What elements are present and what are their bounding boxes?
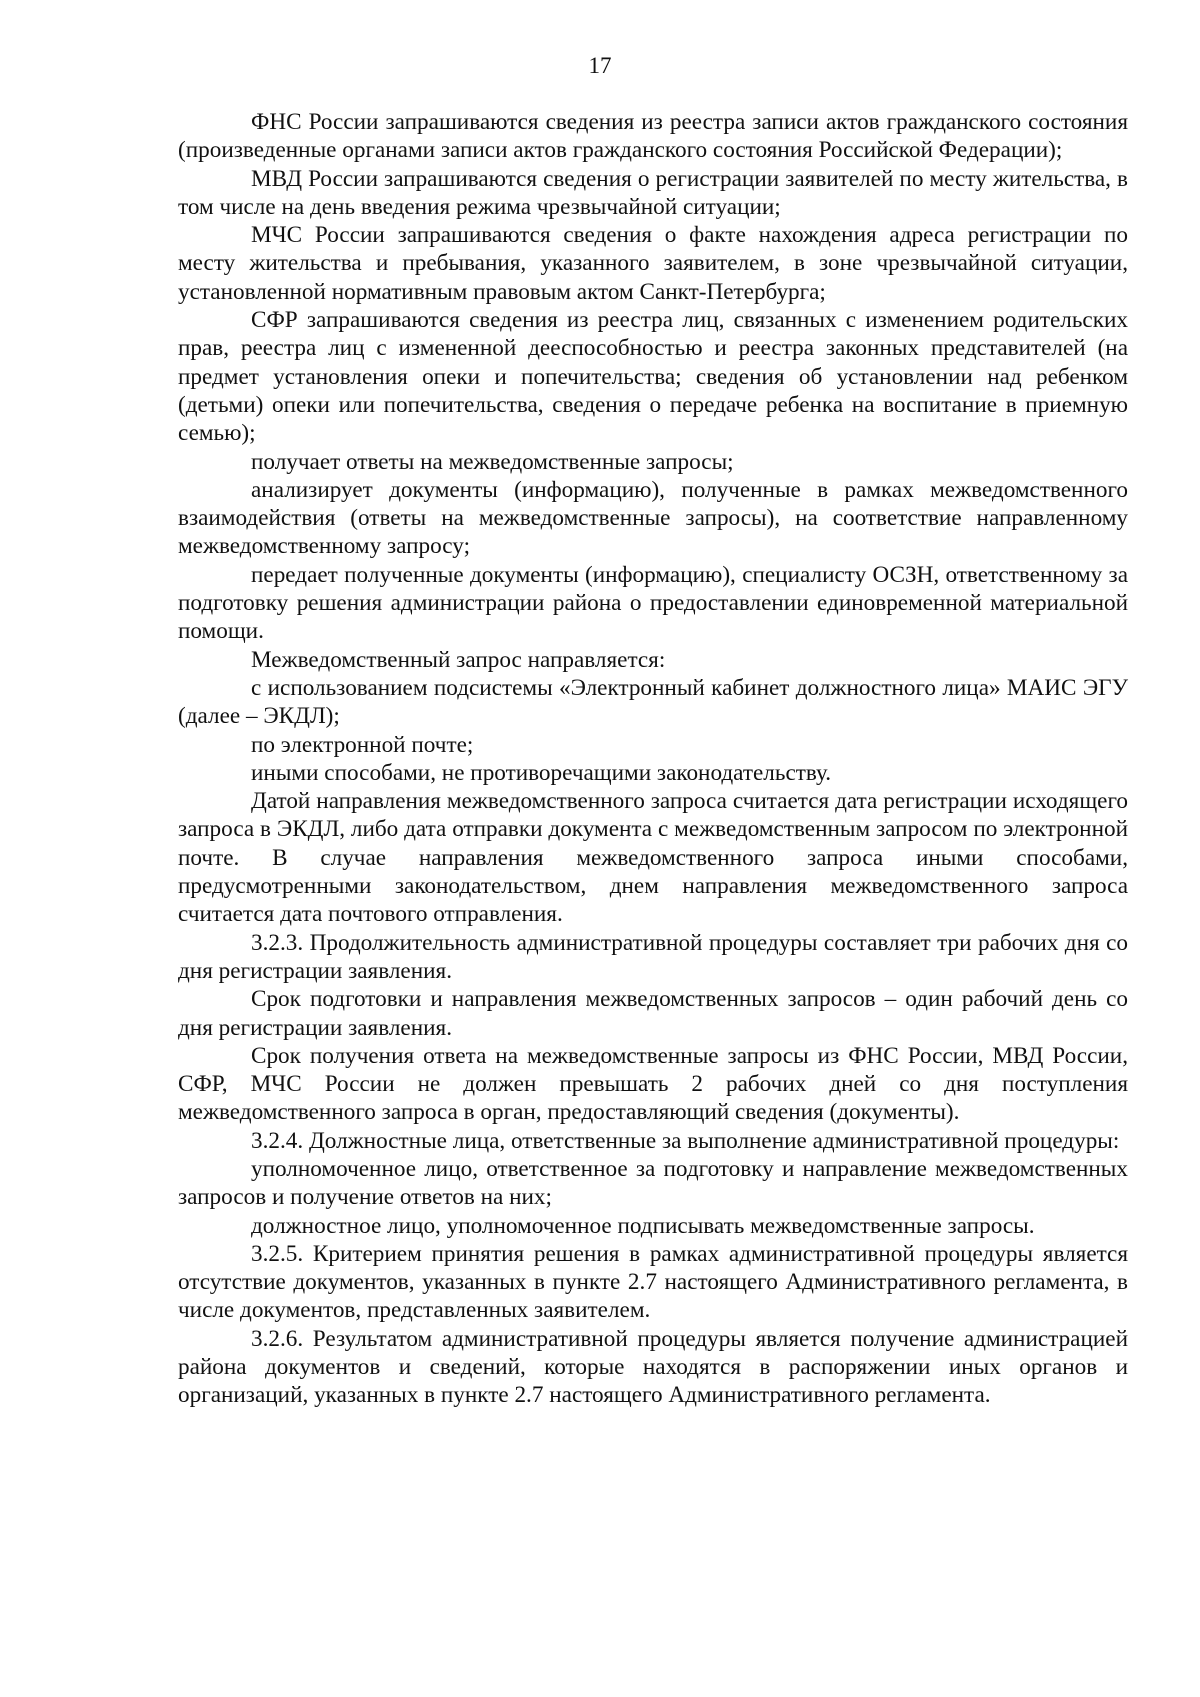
paragraph: 3.2.4. Должностные лица, ответственные за выполнение административной процедуры:: [251, 1127, 1120, 1154]
paragraph: Датой направления межведомственного запроса считается дата регистрации исходящего запроса в ЭКДЛ, либо дата отправки документа с межведомственным запросом по электронной почте. В случае направления межведомственного запроса иными способами, предусмотренными законодательством, днем направления межведомственного запроса считается дата почтового отправления.: [178, 788, 1128, 928]
paragraph: Срок подготовки и направления межведомственных запросов – один рабочий день со дня регистрации заявления.: [178, 986, 1128, 1041]
paragraph: передает полученные документы (информацию), специалисту ОСЗН, ответственному за подготовку решения администрации района о предоставлении единовременной материальной помощи.: [178, 561, 1128, 645]
paragraph: должностное лицо, уполномоченное подписывать межведомственные запросы.: [251, 1212, 1035, 1239]
paragraph: СФР запрашиваются сведения из реестра лиц, связанных с изменением родительских прав, реестра лиц с измененной дееспособностью и реестра законных представителей (на предмет установления опеки и попечительства; сведения об установлении над ребенком (детьми) опеки или попечительства, сведения о передаче ребенка на воспитание в приемную семью);: [178, 307, 1128, 447]
paragraph: анализирует документы (информацию), полученные в рамках межведомственного взаимодействия (ответы на межведомственные запросы), на соответствие направленному межведомственному запросу;: [178, 476, 1128, 560]
page-number: 17: [588, 53, 612, 78]
paragraph: ФНС России запрашиваются сведения из реестра записи актов гражданского состояния (произведенные органами записи актов гражданского состояния Российской Федерации);: [178, 109, 1128, 164]
paragraph: Межведомственный запрос направляется:: [251, 646, 666, 673]
paragraph: иными способами, не противоречащими законодательству.: [251, 759, 832, 786]
paragraph: МЧС России запрашиваются сведения о факте нахождения адреса регистрации по месту жительства и пребывания, указанного заявителем, в зоне чрезвычайной ситуации, установленной нормативным правовым актом Санкт-Петербурга;: [178, 222, 1128, 305]
paragraph: Срок получения ответа на межведомственные запросы из ФНС России, МВД России, СФР, МЧС России не должен превышать 2 рабочих дней со дня поступления межведомственного запроса в орган, предоставляющий сведения (документы).: [178, 1042, 1128, 1126]
paragraph: 3.2.6. Результатом административной процедуры является получение администрацией района документов и сведений, которые находятся в распоряжении иных органов и организаций, указанных в пункте 2.7 настоящего Административного регламента.: [178, 1325, 1128, 1409]
document-body: [178, 108, 1128, 1410]
paragraph: уполномоченное лицо, ответственное за подготовку и направление межведомственных запросов и получение ответов на них;: [178, 1155, 1128, 1211]
paragraph: с использованием подсистемы «Электронный кабинет должностного лица» МАИС ЭГУ (далее – ЭКДЛ);: [178, 674, 1128, 730]
paragraph: МВД России запрашиваются сведения о регистрации заявителей по месту жительства, в том числе на день введения режима чрезвычайной ситуации;: [178, 165, 1128, 220]
paragraph: по электронной почте;: [251, 731, 474, 758]
paragraph: получает ответы на межведомственные запросы;: [251, 448, 734, 475]
paragraph: 3.2.3. Продолжительность административной процедуры составляет три рабочих дня со дня регистрации заявления.: [178, 929, 1128, 984]
paragraph: 3.2.5. Критерием принятия решения в рамках административной процедуры является отсутствие документов, указанных в пункте 2.7 настоящего Административного регламента, в числе документов, представленных заявителем.: [178, 1240, 1128, 1324]
